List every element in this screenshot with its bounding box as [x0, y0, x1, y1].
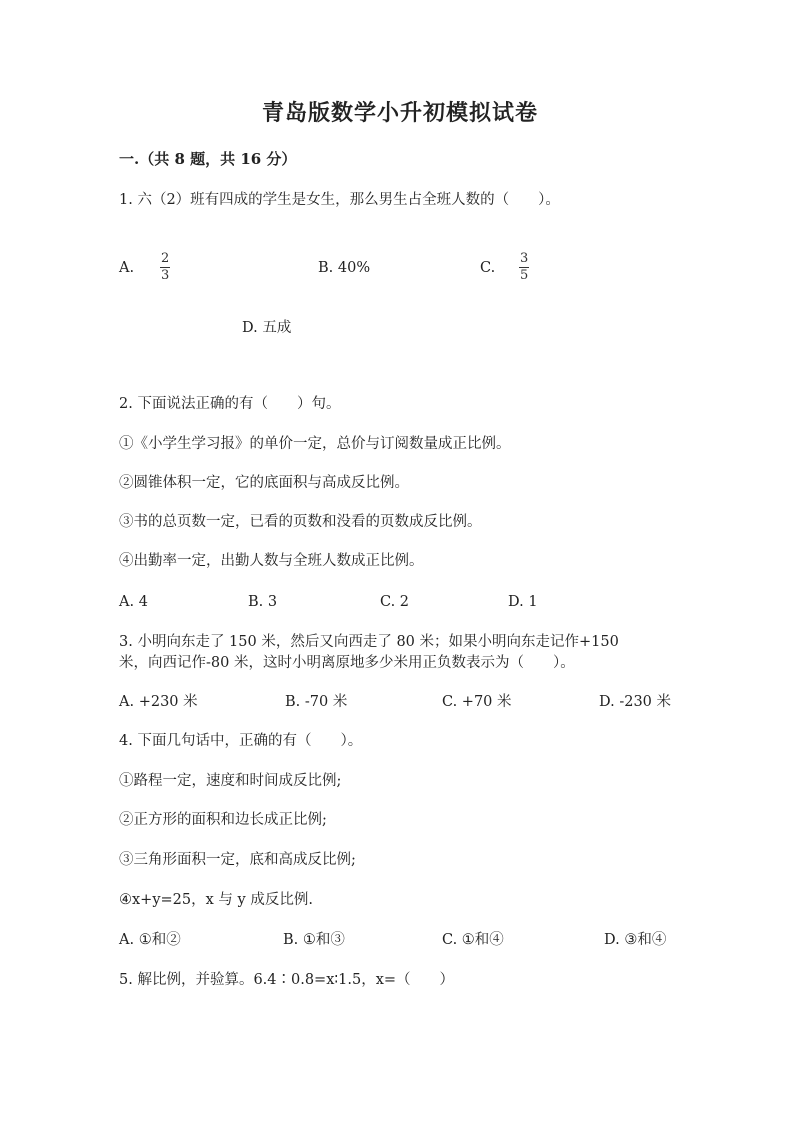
q4-option-d: D. ③和④: [604, 932, 667, 948]
q4-statement-4: ④x+y=25，x 与 y 成反比例.: [119, 892, 313, 908]
page-title: 青岛版数学小升初模拟试卷: [261, 100, 538, 126]
q2-option-d: D. 1: [508, 594, 538, 610]
q4-option-a: A. ①和②: [119, 932, 181, 948]
question-3-stem-line-1: 3. 小明向东走了 150 米，然后又向西走了 80 米；如果小明向东走记作+150: [119, 634, 619, 650]
q2-statement-1: ①《小学生学习报》的单价一定，总价与订阅数量成正比例。: [119, 436, 511, 452]
q2-option-a: A. 4: [119, 594, 148, 610]
q2-statement-4: ④出勤率一定，出勤人数与全班人数成正比例。: [119, 553, 424, 569]
q1-option-b: B. 40%: [318, 260, 371, 276]
q4-statement-2: ②正方形的面积和边长成正比例;: [119, 812, 327, 828]
question-3-stem-line-2: 米，向西记作-80 米，这时小明离原地多少米用正负数表示为（ ）。: [119, 655, 575, 671]
q4-option-b: B. ①和③: [283, 932, 345, 948]
q3-option-a: A. +230 米: [119, 694, 198, 710]
q4-statement-3: ③三角形面积一定，底和高成反比例;: [119, 852, 356, 868]
fraction-numerator: 2: [161, 251, 170, 266]
fraction-numerator: 3: [520, 251, 529, 266]
q1-option-a-label: A.: [119, 260, 135, 276]
q3-option-c: C. +70 米: [442, 694, 512, 710]
q2-option-b: B. 3: [248, 594, 278, 610]
q1-option-d: D. 五成: [242, 320, 292, 336]
q1-option-c-fraction: [519, 252, 529, 283]
fraction-denominator: 3: [161, 268, 170, 283]
section-heading: 一.（共 8 题，共 16 分）: [119, 150, 297, 168]
question-2-stem: 2. 下面说法正确的有（ ）句。: [119, 396, 341, 412]
q2-statement-2: ②圆锥体积一定，它的底面积与高成反比例。: [119, 475, 409, 491]
fraction-denominator: 5: [520, 268, 529, 283]
q1-option-a-fraction: [160, 252, 170, 283]
q2-option-c: C. 2: [380, 594, 410, 610]
question-1-stem: 1. 六（2）班有四成的学生是女生，那么男生占全班人数的（ ）。: [119, 192, 560, 208]
q3-option-b: B. -70 米: [285, 694, 348, 710]
q3-option-d: D. -230 米: [599, 694, 672, 710]
q1-option-c-label: C.: [480, 260, 496, 276]
question-4-stem: 4. 下面几句话中，正确的有（ ）。: [119, 733, 363, 749]
q2-statement-3: ③书的总页数一定，已看的页数和没看的页数成反比例。: [119, 514, 482, 530]
question-5-stem: 5. 解比例，并验算。6.4∶0.8=x∶1.5，x=（ ）: [119, 972, 455, 988]
q4-option-c: C. ①和④: [442, 932, 504, 948]
q4-statement-1: ①路程一定，速度和时间成反比例;: [119, 773, 342, 789]
